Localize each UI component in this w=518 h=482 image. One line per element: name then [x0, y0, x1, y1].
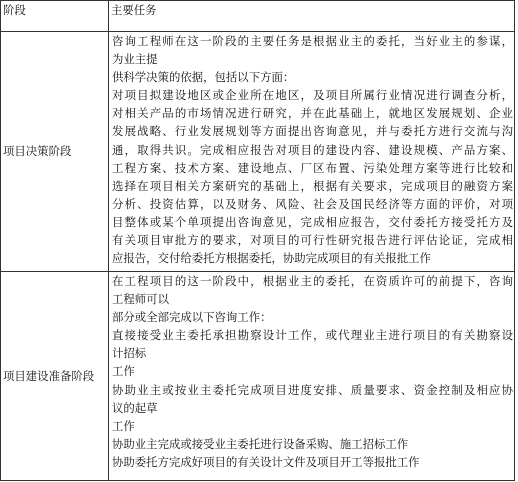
task-line: 目整体或某个单项提出咨询意见，完成相应报告，交付委托方接受托方及: [112, 214, 513, 229]
task-line: 对项目拟建设地区或企业所在地区，及项目所属行业情况进行调查分析，: [112, 88, 513, 103]
task-line: 咨询工程师在这一阶段的主要任务是根据业主的委托，当好业主的参谋，: [112, 34, 513, 48]
task-line: 协助业主或按业主委托完成项目进度安排、质量要求、资金控制及相应协: [112, 382, 513, 397]
task-line: 有关项目审批方的要求，对项目的可行性研究报告进行评估论证，完成相: [112, 233, 513, 248]
table-row: [1, 272, 515, 481]
stage-cell: 项目建设准备阶段: [1, 272, 109, 481]
task-line: 协助委托方完成好项目的有关设计文件及项目开工等报批工作: [112, 454, 420, 469]
table-row: [1, 32, 515, 272]
stage-cell: 项目决策阶段: [1, 32, 109, 272]
task-line: 选择在项目相关方案研究的基础上，根据有关要求，完成项目的融资方案: [112, 178, 513, 193]
header-row: [1, 1, 515, 32]
header-stage: 阶段: [1, 1, 109, 32]
task-line: 议的起草: [112, 400, 158, 415]
header-tasks: 主要任务: [109, 1, 515, 32]
task-line: 通，取得共识。完成相应报告对项目的建设内容、建设规模、产品方案、: [112, 142, 513, 157]
task-line: 协助业主完成或接受业主委托进行设备采购、施工招标工作: [112, 436, 409, 451]
task-line: 工作: [112, 364, 135, 379]
task-line: 计招标: [112, 346, 147, 361]
task-line: 为业主提: [112, 52, 158, 67]
task-line: 发展战略、行业发展规划等方面提出咨询意见，并与委托方进行交流与沟: [112, 124, 513, 139]
task-line: 工程师可以: [112, 292, 169, 307]
task-line: 供科学决策的依据，包括以下方面：: [112, 70, 295, 85]
task-line: 应报告，交付给委托方根据委托，协助完成项目的有关报批工作: [112, 251, 431, 266]
tasks-cell: [109, 272, 515, 481]
task-line: 分析、投资估算，以及财务、风险、社会及国民经济等方面的评价，对项: [112, 196, 513, 211]
task-line: 直接接受业主委托承担勘察设计工作，或代理业主进行项目的有关勘察设: [112, 328, 513, 343]
task-line: 对相关产品的市场情况进行研究，并在此基础上，就地区发展规划、企业: [112, 106, 513, 121]
task-line: 在工程项目的这一阶段中，根据业主的委托，在资质许可的前提下，咨询: [112, 274, 513, 288]
task-line: 工作: [112, 418, 135, 433]
task-line: 工程方案、技术方案、建设地点、厂区布置、污染处理方案等进行比较和: [112, 160, 513, 175]
task-line: 部分或全部完成以下咨询工作：: [112, 310, 272, 325]
tasks-cell: [109, 32, 515, 272]
